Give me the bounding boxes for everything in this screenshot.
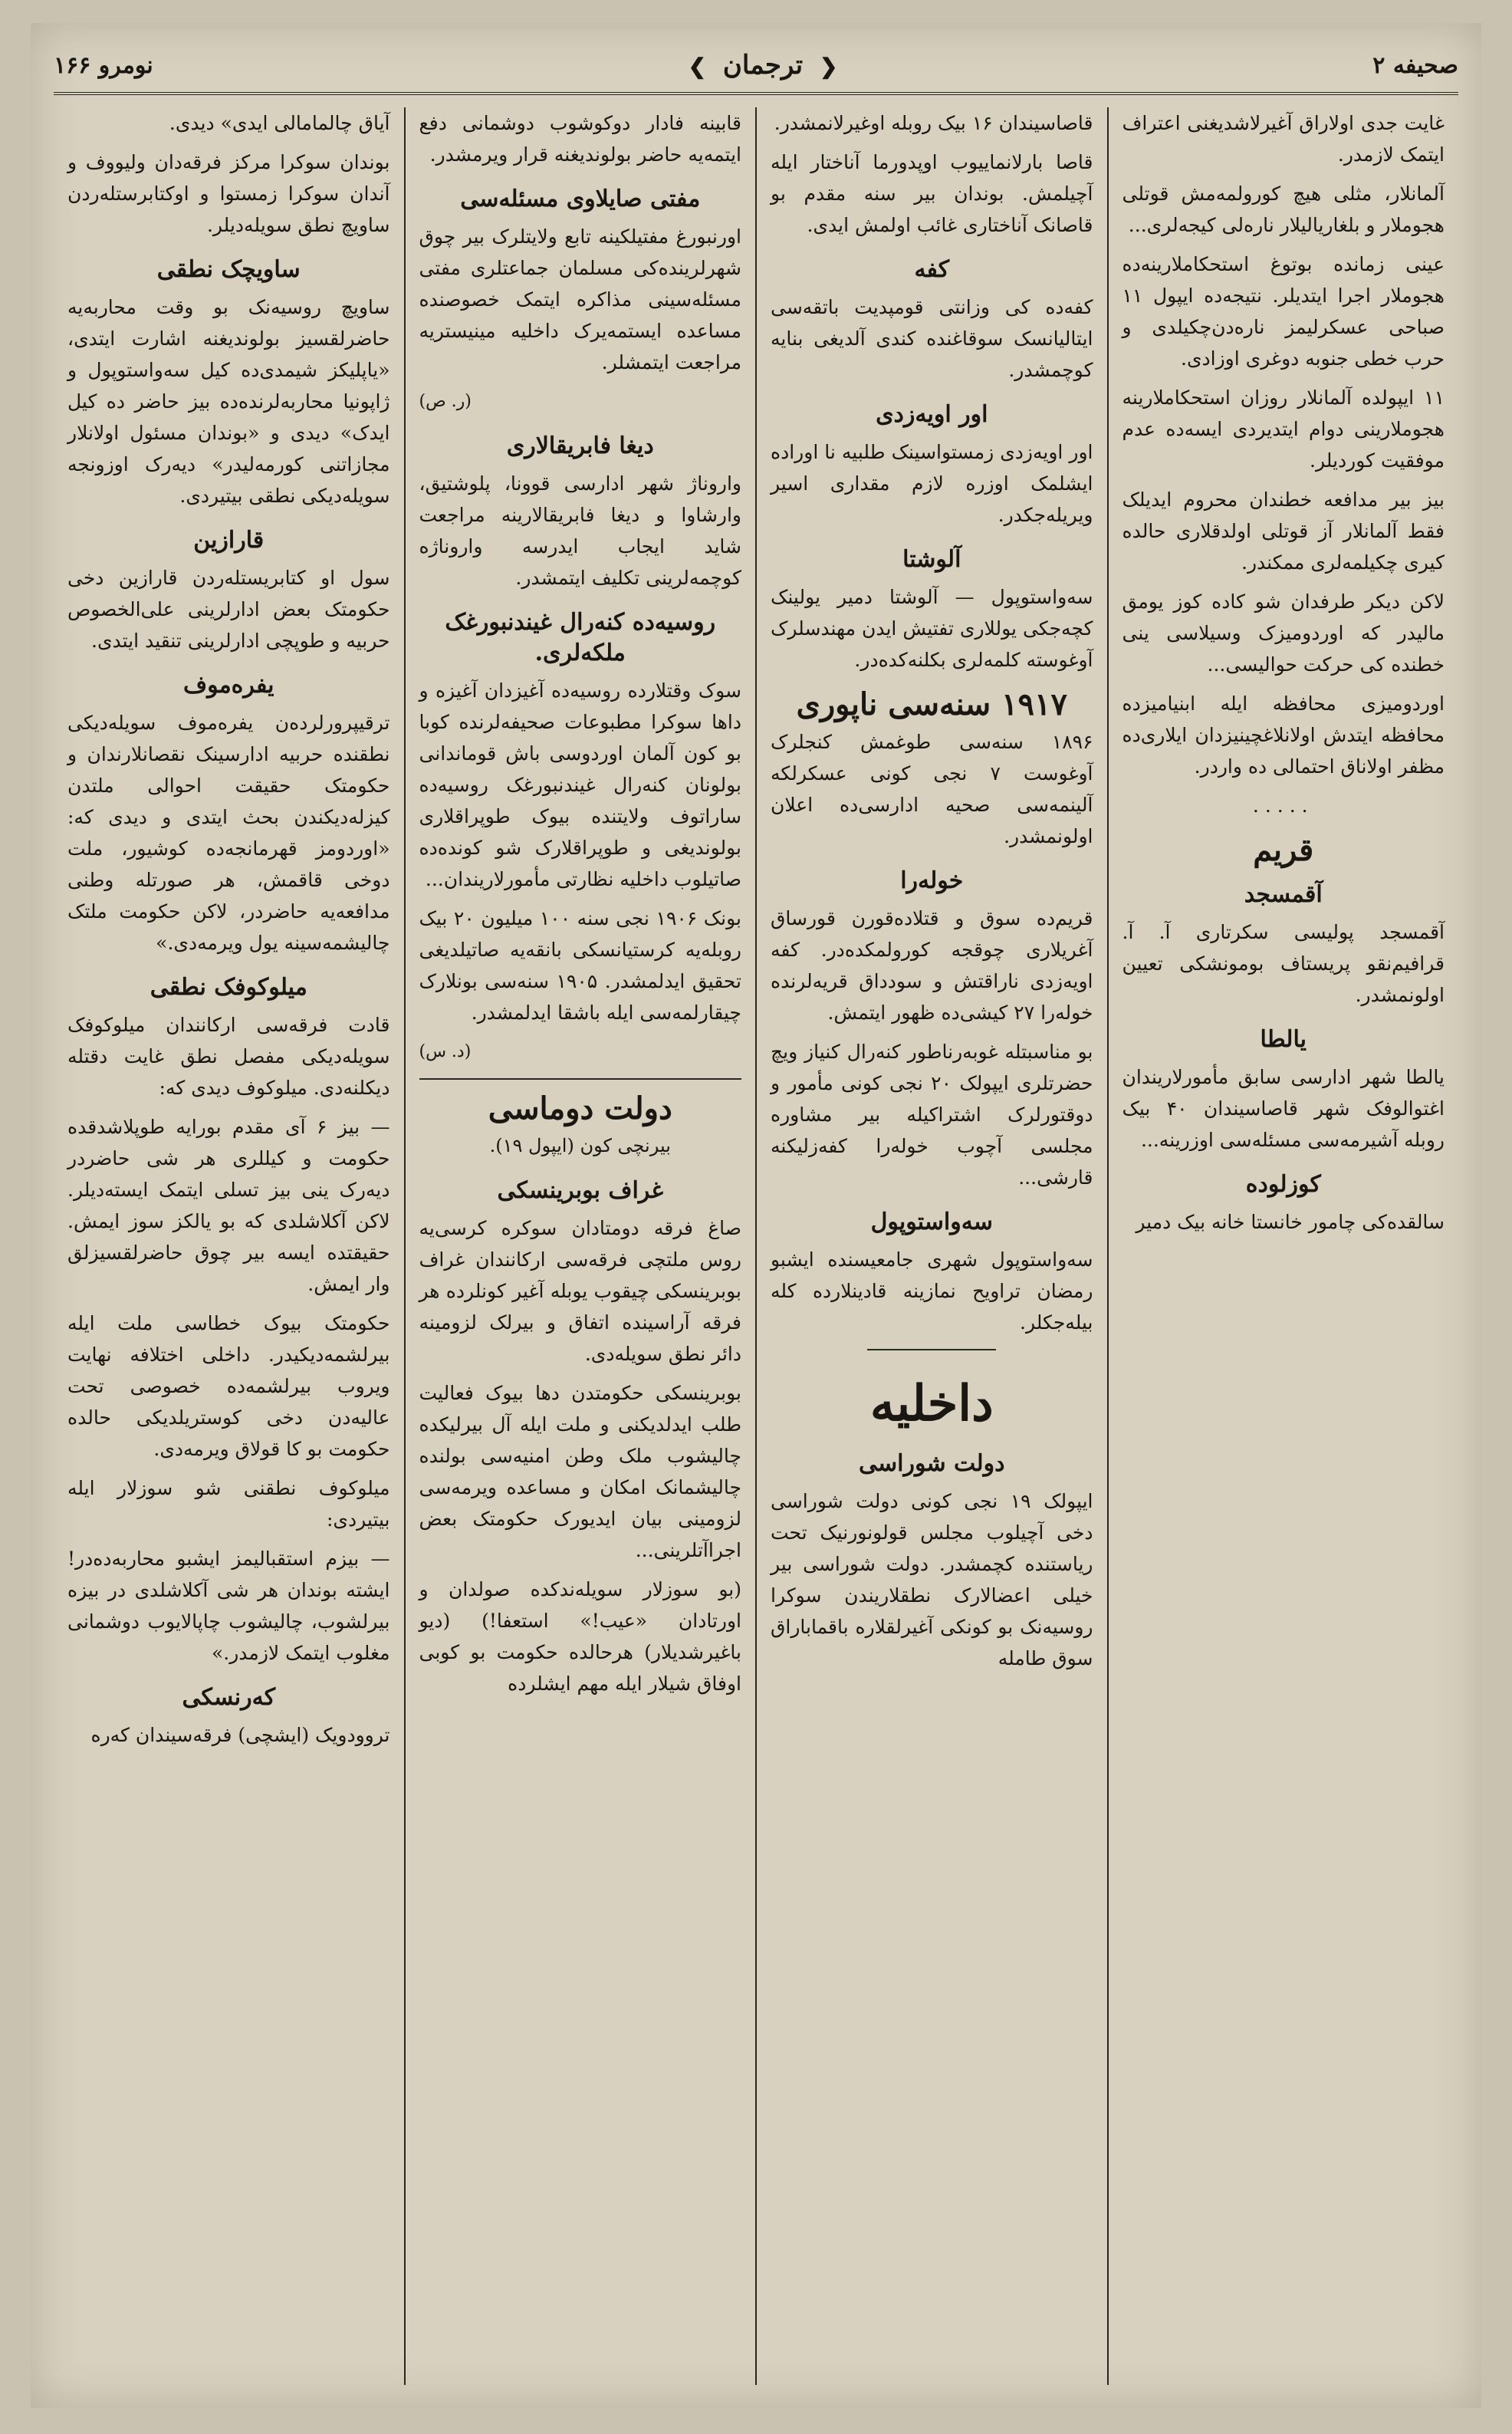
section-heading: یالطا	[1260, 1026, 1307, 1053]
text-columns	[54, 107, 1458, 2385]
column-3	[404, 107, 756, 2385]
article-paragraph: میلوکوف نطقنی شو سوزلار ایله بیتیردی:	[67, 1477, 390, 1531]
section-heading: دولت شوراسی	[859, 1450, 1005, 1477]
article-paragraph: بیز بیر مدافعه خطندان محروم ایدیلک فقط آلمانلار آز قوتلی اولدقلاری حالده کیری چکیلمه‌لری ممکندر.	[1122, 488, 1445, 574]
article-paragraph: صاغ فرقه دومتادان سوکره کرسی‌یه روس ملتچی فرقه‌سی ارکانندان غراف بوبرینسکی چیقوب یوبله آغیر کونلرده هر فرقه آراسینده اتفاق و بیرلک لزومینه دائر نطق سویله‌دی.	[419, 1217, 741, 1365]
article-paragraph: حکومتک بیوک خطاسی ملت ایله بیرلشمه‌دیکیدر. داخلی اختلافه نهایت ویروب بیرلشمه‌ده خصوصی تحت عالیه‌دن دخی کوستریلدیکی حالده حکومت بو کا قولاق ویرمه‌دی.	[67, 1312, 390, 1460]
article-paragraph: یالطا شهر ادارسی سابق مأمورلاریندان اغتوالوفک شهر قاصاسیندان ۴۰ بیک روبله آشیرمه‌سی مسئله‌سی اوزرینه...	[1122, 1066, 1445, 1151]
article-paragraph: قریم‌ده سوق و قتلاده‌قورن قورساق آغریلاری چوقجه کورولمکده‌در. کفه اویه‌زدی ناراقتش و سودداق قریه‌لرنده خوله‌را ۲۷ کیشی‌ده ظهور ایتمش.	[771, 907, 1093, 1024]
article-paragraph: بو مناسبتله غوبه‌رناطور کنه‌رال کنیاز ویچ حضرتلری ایپولک ۲۰ نجی کونی مأمور و دوقتورلرک اشتراکیله بیر مشاوره مجلسی آچوب خوله‌را کفه‌زلیکنه قارشی...	[771, 1041, 1093, 1189]
section-heading: آقمسجد	[1244, 881, 1323, 908]
issue-number: نومرو ۱۶۶	[54, 51, 153, 79]
section-heading: روسیه‌ده کنه‌رال غیندنبورغک ملکه‌لری.	[445, 609, 716, 666]
column-4	[54, 107, 404, 2385]
article-paragraph: سوک وقتلارده روسیه‌ده آغیزدان آغیزه و داها سوکرا مطبوعات صحیفه‌لرنده کوبا بو کون آلمان اوردوسی باش قوماندانی بولونان کنه‌رال غیندنبورغک روسیه‌ده ساراتوف ولایتنده بیوک طوپراقلاری بولوندیغی و طوپراقلارک شو کونده‌ده صاتیلوب داخلیه نظارتی مأمورلاریندان...	[419, 679, 741, 890]
section-banner: داخلیه	[869, 1375, 994, 1432]
section-heading: سه‌واستوپول	[870, 1209, 993, 1235]
article-paragraph: قادت فرقه‌سی ارکانندان میلوکوفک سویله‌دیکی مفصل نطق غایت دقتله دیکلنه‌دی. میلوکوف دیدی که:	[67, 1014, 390, 1099]
paper-title: ترجمان	[722, 50, 804, 81]
column-2	[755, 107, 1107, 2385]
section-heading: دیغا فابریقالاری	[506, 433, 654, 459]
article-paragraph: کفه‌ده کی وزانتی قومپدیت باتقه‌سی ایتالیانسک سوقاغنده کندی آلدیغی بنایه کوچمشدر.	[771, 296, 1093, 381]
masthead-title	[681, 50, 846, 81]
section-heading: میلوکوفک نطقی	[150, 974, 307, 1001]
section-heading: اور اویه‌زدی	[876, 401, 988, 428]
ornament-icon: ❯	[688, 54, 707, 79]
section-heading: یفره‌موف	[183, 672, 274, 699]
article-paragraph: (بو سوزلار سویله‌ندکده صولدان و اورتادان «عیب!» استعفا!) (دیو باغیرشدیلار) هرحالده حکومت بو کوبی اوفاق شیلار ایله مهم ایشلرده	[419, 1578, 741, 1695]
article-paragraph: اوردومیزی محافظه ایله ابنیامیزده محافظه ایتدش اولانلاغچینیزدان ایلاری‌ده مظفر اولاناق احتمالی ده واردر.	[1122, 692, 1445, 778]
section-heading: قارازین	[193, 527, 265, 554]
article-paragraph: لاکن دیکر طرفدان شو کاده کوز یومق مالیدر که اوردومیزک وسیلاسی ینی خطنده کی حرکت حوالیسی...	[1122, 590, 1445, 676]
article-paragraph: ۱۸۹۶ سنه‌سی طوغمش کنجلرک آوغوست ۷ نجی کونی عسکرلکه آلینمه‌سی صحیه ادارسی‌ده اعلان اولونمشدر.	[771, 731, 1093, 847]
article-paragraph: اور اویه‌زدی زمستواسینک طلبیه نا اوراده ایشلمک اوزره لازم مقداری اسیر ویریله‌جکدر.	[771, 441, 1093, 526]
signature: (د. س)	[419, 1042, 472, 1061]
article-paragraph: ۱۱ ایپولده آلمانلار روزان استحکاملارینه هجوملارینی دوام ایتدیردی ایسه‌ده عدم موفقیت کوردیلر.	[1122, 386, 1445, 472]
newspaper-page	[31, 23, 1481, 2408]
section-heading: مفتی صایلاوی مسئله‌سی	[460, 186, 701, 212]
article-paragraph: اورنبورغ مفتیلکینه تابع ولایتلرک بیر چوق شهرلرینده‌کی مسلمان جماعتلری مفتی مسئله‌سینی مذاکره ایتمک خصوصنده مساعده ایستمه‌یرک داخلیه مینیستریه مراجعت ایتمشلر.	[419, 225, 741, 373]
article-paragraph: بونک ۱۹۰۶ نجی سنه ۱۰۰ میلیون ۲۰ بیک روبله‌یه کرستیانسکی بانقه‌یه صاتیلدیغی تحقیق ایدلمشدر. ۱۹۰۵ سنه‌سی بونلارک چیقارلمه‌سی ایله باشقا ایدلمشدر.	[419, 907, 741, 1024]
divider	[867, 1349, 996, 1350]
divider	[419, 1078, 742, 1080]
page-header	[54, 38, 1458, 95]
section-heading: خوله‌را	[900, 867, 964, 894]
section-heading: قریم	[1253, 832, 1314, 868]
section-heading: دولت دوماسی	[488, 1090, 672, 1127]
section-heading: کوزلوده	[1245, 1171, 1321, 1198]
article-paragraph: قاصا بارلانماییوب اوپدورما آناختار ایله آچیلمش. بوندان بیر سنه مقدم بو قاصانک آناختاری غائب اولمش ایدی.	[771, 151, 1093, 236]
section-heading: ساویچک نطقی	[156, 256, 301, 283]
article-paragraph: تروودویک (ایشچی) فرقه‌سیندان که‌ره	[90, 1724, 390, 1746]
article-paragraph: سالقده‌کی چامور خانستا خانه‌ بیک دمیر	[1136, 1211, 1445, 1233]
article-paragraph: بوندان سوکرا مرکز فرقه‌دان ولیووف و آندان سوکرا زمستوا و اوکتابرستله‌ردن ساویچ نطق سویله‌دیلر.	[67, 151, 390, 236]
article-paragraph: قاصاسیندان ۱۶ بیک روبله اوغیرلانمشدر.	[774, 112, 1093, 134]
article-paragraph: ساویچ روسیه‌نک بو وقت محاربه‌یه حاضرلقسیز بولوندیغنه اشارت ایتدی، «یاپلیکز شیمدی‌ده کیل سه‌واستوپول و ژاپونیا محاربه‌لرنده‌ده بیز حاضر ده کیل ایدک» دیدی و «بوندان مسئول اولانلار مجازاتنی کورمه‌لیدر» دیه‌رک اوزونجه سویله‌دیکی نطقی بیتیردی.	[67, 296, 390, 507]
article-paragraph: ترقیپرورلرده‌ن یفره‌موف سویله‌دیکی نطقنده حربیه ادارسینک نقصانلارندان و حکومتک حقیقت احوالی ملتدن کیزله‌دیکندن بحث ایتدی و دیدی که: «اوردومز قهرمانجه‌ده کوشیور، ملت دوخی قاقمش، هر صورتله وطنی مدافعه‌یه حاضردر، لاکن حکومت ملتک چالیشمه‌سینه یول ویرمه‌دی.»	[67, 712, 390, 954]
section-heading: که‌رنسکی	[182, 1684, 276, 1711]
article-paragraph: سول او کتابریستله‌ردن قارازین دخی حکومتک بعض ادارلرینی علی‌الخصوص حربیه و طوپچی ادارلرینی تنقید ایتدی.	[67, 567, 390, 652]
article-paragraph: آقمسجد پولیسی سکرتاری آ. آ. قرافیم‌نقو پریستاف بومونشکی تعیین اولونمشدر.	[1122, 921, 1445, 1006]
signature: (ر. ص)	[419, 392, 472, 411]
article-paragraph: ایپولک ۱۹ نجی کونی دولت شوراسی دخی آچیلوب مجلس قولونورنیک تحت ریاستنده کچمشدر. دولت شوراسی بیر خیلی اعضالارک نطقلاریندن سوکرا روسیه‌نک بو کونکی آغیرلقلاره باقماباراق سوق طامله	[771, 1490, 1093, 1669]
article-paragraph: عینی زمانده بوتوغ استحکاملارینه‌ده هجوملار اجرا ایتدیلر. نتیجه‌ده ایپول ۱۱ صباحی عسکرلیمز ناره‌دن‌چکیلدی و حرب خطی جنوبه دوغری اوزادی.	[1122, 253, 1445, 370]
section-heading: آلوشتا	[902, 546, 961, 573]
article-paragraph: غایت جدی اولاراق آغیرلاشدیغنی اعتراف ایتمک لازمدر.	[1122, 112, 1445, 166]
article-paragraph: سه‌واستوپول — آلوشتا دمیر یولینک کچه‌جکی یوللاری تفتیش ایدن مهندسلرک آوغوسته کلمه‌لری بکلنه‌کده‌در.	[771, 586, 1093, 671]
article-paragraph: — بیز ۶ آی مقدم بورایه طوپلاشدقده حکومت و کیللری هر شی حاضردر دیه‌رک ینی بیز تسلی ایتمک ایسته‌دیلر. لاکن آکلاشلدی که بو یالکز سوز ایمش. حقیقتده ایسه بیر چوق حاضرلقسیزلق وار ایمش.	[67, 1116, 390, 1295]
separator-dots: .....	[1252, 794, 1314, 817]
ornament-icon: ❮	[819, 54, 838, 79]
section-heading: غراف بوبرینسکی	[497, 1177, 664, 1204]
article-paragraph: قابینه فادار دوکوشوب دوشمانی دفع ایتمه‌یه حاضر بولوندیغنه قرار ویرمشدر.	[419, 112, 741, 166]
article-paragraph: آلمانلار، مثلی هیچ کورولمه‌مش قوتلی هجوملار و بلغاریالیلار ناره‌لی کیجه‌لری...	[1122, 183, 1445, 236]
article-paragraph: — بیزم استقبالیمز ایشبو محاربه‌ده‌در! ایشته بوندان هر شی آکلاشلدی در بیزه بیرلشوب، چالیشوب چاپالایوب دوشمانی مغلوب ایتمک لازمدر.»	[67, 1548, 390, 1664]
article-paragraph: بوبرینسکی حکومتدن دها بیوک فعالیت طلب ایدلدیکنی و ملت ایله آل بیرلیکده چالیشوب ملک وطن امنیه‌سی بولنده چالیشمانک امکان و مساعده ویرمه‌سی لزومینی بیان ایدیورک حکومتک بعض اجراآتلرینی...	[419, 1382, 741, 1561]
section-heading: کفه	[914, 256, 950, 283]
page-number: صحیفه ۲	[1372, 51, 1458, 79]
column-1	[1107, 107, 1459, 2385]
section-heading: ۱۹۱۷ سنه‌سی ناپوری	[796, 686, 1067, 722]
article-paragraph: آیاق چالمامالی ایدی» دیدی.	[169, 112, 390, 134]
article-paragraph: سه‌واستوپول شهری جامعیسنده ایشبو رمضان تراویح نمازینه قادینلارده کله بیله‌جکلر.	[771, 1248, 1093, 1334]
article-paragraph: واروناژ شهر ادارسی قوونا، پلوشتیق، وارشاوا و دیغا فابریقالارینه مراجعت شاید ایجاب ایدرسه واروناژه کوچمه‌لرینی تکلیف ایتمشدر.	[419, 472, 741, 589]
subheading: بیرنچی کون (ایپول ۱۹).	[489, 1135, 671, 1156]
